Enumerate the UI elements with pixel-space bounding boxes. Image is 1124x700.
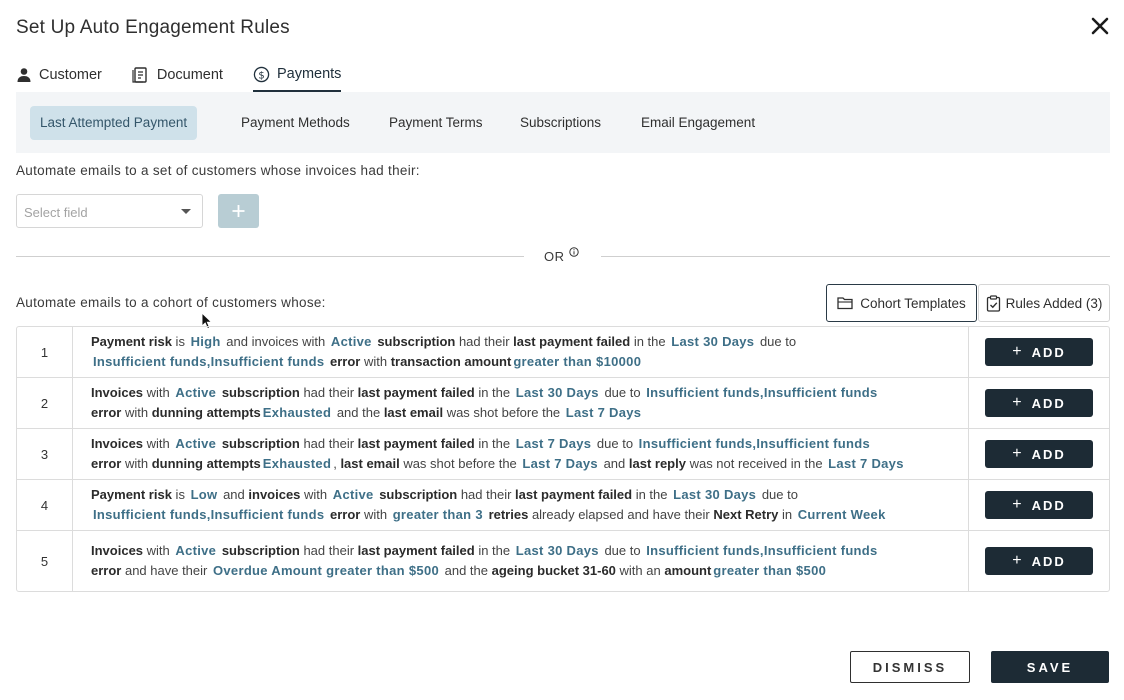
rule-keyword: subscription [218,543,300,558]
rule-text-fragment: and invoices with [222,334,329,349]
rule-keyword: subscription [218,436,300,451]
rule-action-cell [969,531,1109,591]
add-field-button[interactable] [218,194,259,228]
plus-icon: + [1012,496,1022,513]
plus-icon: + [1012,445,1022,462]
add-rule-button[interactable] [985,338,1093,366]
rule-line [91,561,956,581]
rule-text-fragment: in the [474,543,514,558]
rule-text-fragment: was not received in the [685,456,827,471]
cohort-templates-button[interactable] [826,284,977,322]
rule-value: Exhausted [262,405,332,420]
rule-value: greater than [713,563,793,578]
rule-text-fragment: and have their [121,563,211,578]
rule-text-fragment: due to [600,385,645,400]
rule-keyword: last email [383,405,444,420]
rule-keyword: last payment failed [513,334,631,349]
rule-text-fragment: and the [333,405,384,420]
rule-action-cell [969,429,1109,479]
rule-line [91,352,956,372]
table-row [17,378,1109,429]
tab-document-label: Document [156,67,223,83]
rule-value: Last 30 Days [515,543,599,558]
rule-line [91,541,956,561]
rule-action-cell [969,378,1109,428]
info-icon [569,247,579,257]
rule-text-fragment: due to [593,436,637,451]
rule-text-fragment: in the [630,334,670,349]
rule-text-fragment: had their [299,385,358,400]
rule-text-fragment: with [121,456,152,471]
rule-text-fragment: due to [758,487,798,502]
rule-action-cell [969,327,1109,377]
rule-value: Last 30 Days [671,334,755,349]
rule-text-fragment: with an [619,563,665,578]
rule-number: 1 [17,327,73,377]
rule-number: 3 [17,429,73,479]
cohort-templates-label: Cohort Templates [860,295,966,311]
rule-keyword: dunning attempts [151,456,261,471]
rule-value: Last 7 Days [522,456,598,471]
rule-value: Insufficient funds,Insufficient funds [93,354,325,369]
plus-icon: + [1012,552,1022,569]
rule-keyword: Invoices [91,543,144,558]
rule-text-fragment: with [143,385,174,400]
rule-value: Active [175,385,217,400]
close-icon[interactable] [1088,14,1112,38]
rule-keyword: error [326,507,361,522]
or-text: OR [544,249,565,264]
rule-value: Active [330,334,372,349]
add-rule-label: ADD [1031,553,1066,569]
rule-value: $500 [408,563,440,578]
rule-text-fragment: with [143,436,174,451]
rules-added-button[interactable] [978,284,1110,322]
rule-value: Low [190,487,218,502]
rule-keyword: last payment failed [357,436,475,451]
rule-line [91,454,956,474]
rule-keyword: subscription [373,334,456,349]
rule-value: Insufficient funds,Insufficient funds [638,436,871,451]
add-rule-label: ADD [1031,395,1066,411]
rule-text-fragment: is [171,334,189,349]
main-tabs [16,58,371,92]
rule-value: Overdue Amount [212,563,323,578]
subtab-email-engagement[interactable]: Email Engagement [641,115,756,130]
rule-keyword: Payment risk [91,487,172,502]
rule-keyword: last email [340,456,400,471]
plus-icon: + [1012,394,1022,411]
rule-keyword: error [91,563,122,578]
rule-line [91,505,956,525]
rule-text-fragment: in the [632,487,672,502]
cohort-rules-table [16,326,1110,592]
plus-icon [218,194,259,228]
add-rule-button[interactable] [985,547,1093,575]
select-field-placeholder: Select field [24,205,88,220]
table-row [17,480,1109,531]
rule-keyword: dunning attempts [151,405,261,420]
clipboard-check-icon [986,295,1001,312]
rule-value: Current Week [797,507,886,522]
rule-text-fragment: in the [474,436,514,451]
plus-icon: + [1012,343,1022,360]
rule-value: Last 7 Days [565,405,642,420]
rule-value: Last 30 Days [673,487,757,502]
rule-keyword: Invoices [91,436,144,451]
add-rule-label: ADD [1031,344,1066,360]
svg-text:$: $ [258,69,265,81]
divider-left [16,256,524,257]
add-rule-button[interactable] [985,389,1093,417]
subtab-payment-terms[interactable]: Payment Terms [389,115,483,130]
document-icon [132,66,150,84]
filter-label: Automate emails to a set of customers whose invoices had their: [16,163,420,178]
rule-keyword: invoices [248,487,301,502]
rule-keyword: last payment failed [357,385,475,400]
rule-keyword: ageing bucket [491,563,580,578]
dismiss-button[interactable]: DISMISS [850,651,970,683]
select-field-dropdown[interactable] [16,194,203,228]
tab-document[interactable] [132,58,223,92]
rule-keyword: error [326,354,361,369]
dollar-circle-icon [253,66,270,83]
rule-value: Active [175,543,217,558]
rule-keyword: transaction amount [390,354,512,369]
rule-number: 4 [17,480,73,530]
rule-value: High [190,334,221,349]
rule-description [73,531,969,591]
rule-keyword: last reply [628,456,686,471]
rule-text-fragment: had their [455,334,514,349]
rule-description [73,429,969,479]
rule-text-fragment: due to [756,334,797,349]
add-rule-button[interactable] [985,440,1093,468]
rule-text-fragment: and the [441,563,492,578]
subtab-bar [16,92,1110,153]
rule-value: Insufficient funds,Insufficient funds [646,385,878,400]
person-icon [16,67,32,83]
rule-number: 2 [17,378,73,428]
rule-value: 3 [475,507,483,522]
chevron-down-icon [181,209,191,214]
rule-line [91,434,956,454]
rule-text-fragment: was shot before the [443,405,564,420]
rule-text-fragment: was shot before the [399,456,521,471]
rule-value: $10000 [596,354,642,369]
rule-action-cell [969,480,1109,530]
rule-keyword: error [91,456,122,471]
rule-text-fragment: and [599,456,629,471]
rule-value: Active [332,487,374,502]
rule-text-fragment: and [219,487,249,502]
rule-keyword: last payment failed [357,543,475,558]
rule-text-fragment: with [143,543,174,558]
rule-text-fragment: in the [474,385,514,400]
rule-value: Last 7 Days [515,436,592,451]
rule-line [91,403,956,423]
rule-keyword: retries [484,507,529,522]
tab-payments[interactable] [253,58,341,92]
table-row [17,531,1109,591]
divider-right [601,256,1110,257]
rule-value: greater than [513,354,593,369]
rule-keyword: error [91,405,122,420]
rule-keyword: Payment risk [91,334,172,349]
rule-text-fragment: had their [299,543,358,558]
rule-text-fragment: , [333,456,341,471]
subtab-payment-methods[interactable]: Payment Methods [241,115,350,130]
rule-value: Exhausted [262,456,332,471]
cohort-label: Automate emails to a cohort of customers whose: [16,295,326,310]
rule-value: greater than [392,507,472,522]
add-rule-label: ADD [1031,446,1066,462]
rule-value: Last 30 Days [515,385,599,400]
rule-value: $500 [796,563,827,578]
subtab-last-attempted-payment[interactable]: Last Attempted Payment [30,106,197,140]
rule-keyword: subscription [375,487,458,502]
rule-text-fragment: with [300,487,331,502]
rule-line [91,332,956,352]
rule-text-fragment: had their [299,436,358,451]
rule-keyword: amount [664,563,712,578]
rule-keyword: last payment failed [515,487,633,502]
dialog-title: Set Up Auto Engagement Rules [16,17,290,38]
rule-keyword: subscription [218,385,300,400]
add-rule-button[interactable] [985,491,1093,519]
tab-payments-label: Payments [276,66,342,82]
rule-text-fragment: in [778,507,796,522]
add-rule-label: ADD [1031,497,1066,513]
rule-line [91,383,956,403]
rule-description [73,378,969,428]
tab-customer-label: Customer [39,67,102,83]
rule-text-fragment: with [360,354,391,369]
rule-text-fragment: with [360,507,391,522]
rule-keyword: Invoices [91,385,144,400]
rule-text-fragment: due to [600,543,645,558]
rule-value: Insufficient funds,Insufficient funds [646,543,878,558]
rule-description [73,480,969,530]
rule-keyword: 31-60 [579,563,620,578]
rule-text-fragment: already elapsed and have their [528,507,714,522]
rule-description [73,327,969,377]
rule-keyword: Next Retry [713,507,779,522]
rule-text-fragment: with [121,405,152,420]
rule-text-fragment: had their [457,487,516,502]
rule-value: Active [175,436,217,451]
save-button[interactable]: SAVE [991,651,1109,683]
rule-value: greater than [326,563,405,578]
tab-customer[interactable] [16,58,102,92]
rule-value: Insufficient funds,Insufficient funds [93,507,325,522]
subtab-subscriptions[interactable]: Subscriptions [520,115,602,130]
rule-line [91,485,956,505]
table-row [17,429,1109,480]
table-row [17,327,1109,378]
rule-text-fragment: is [171,487,189,502]
folder-icon [837,296,854,310]
rule-number: 5 [17,531,73,591]
rule-value: Last 7 Days [828,456,904,471]
rules-added-label: Rules Added (3) [1005,295,1103,311]
